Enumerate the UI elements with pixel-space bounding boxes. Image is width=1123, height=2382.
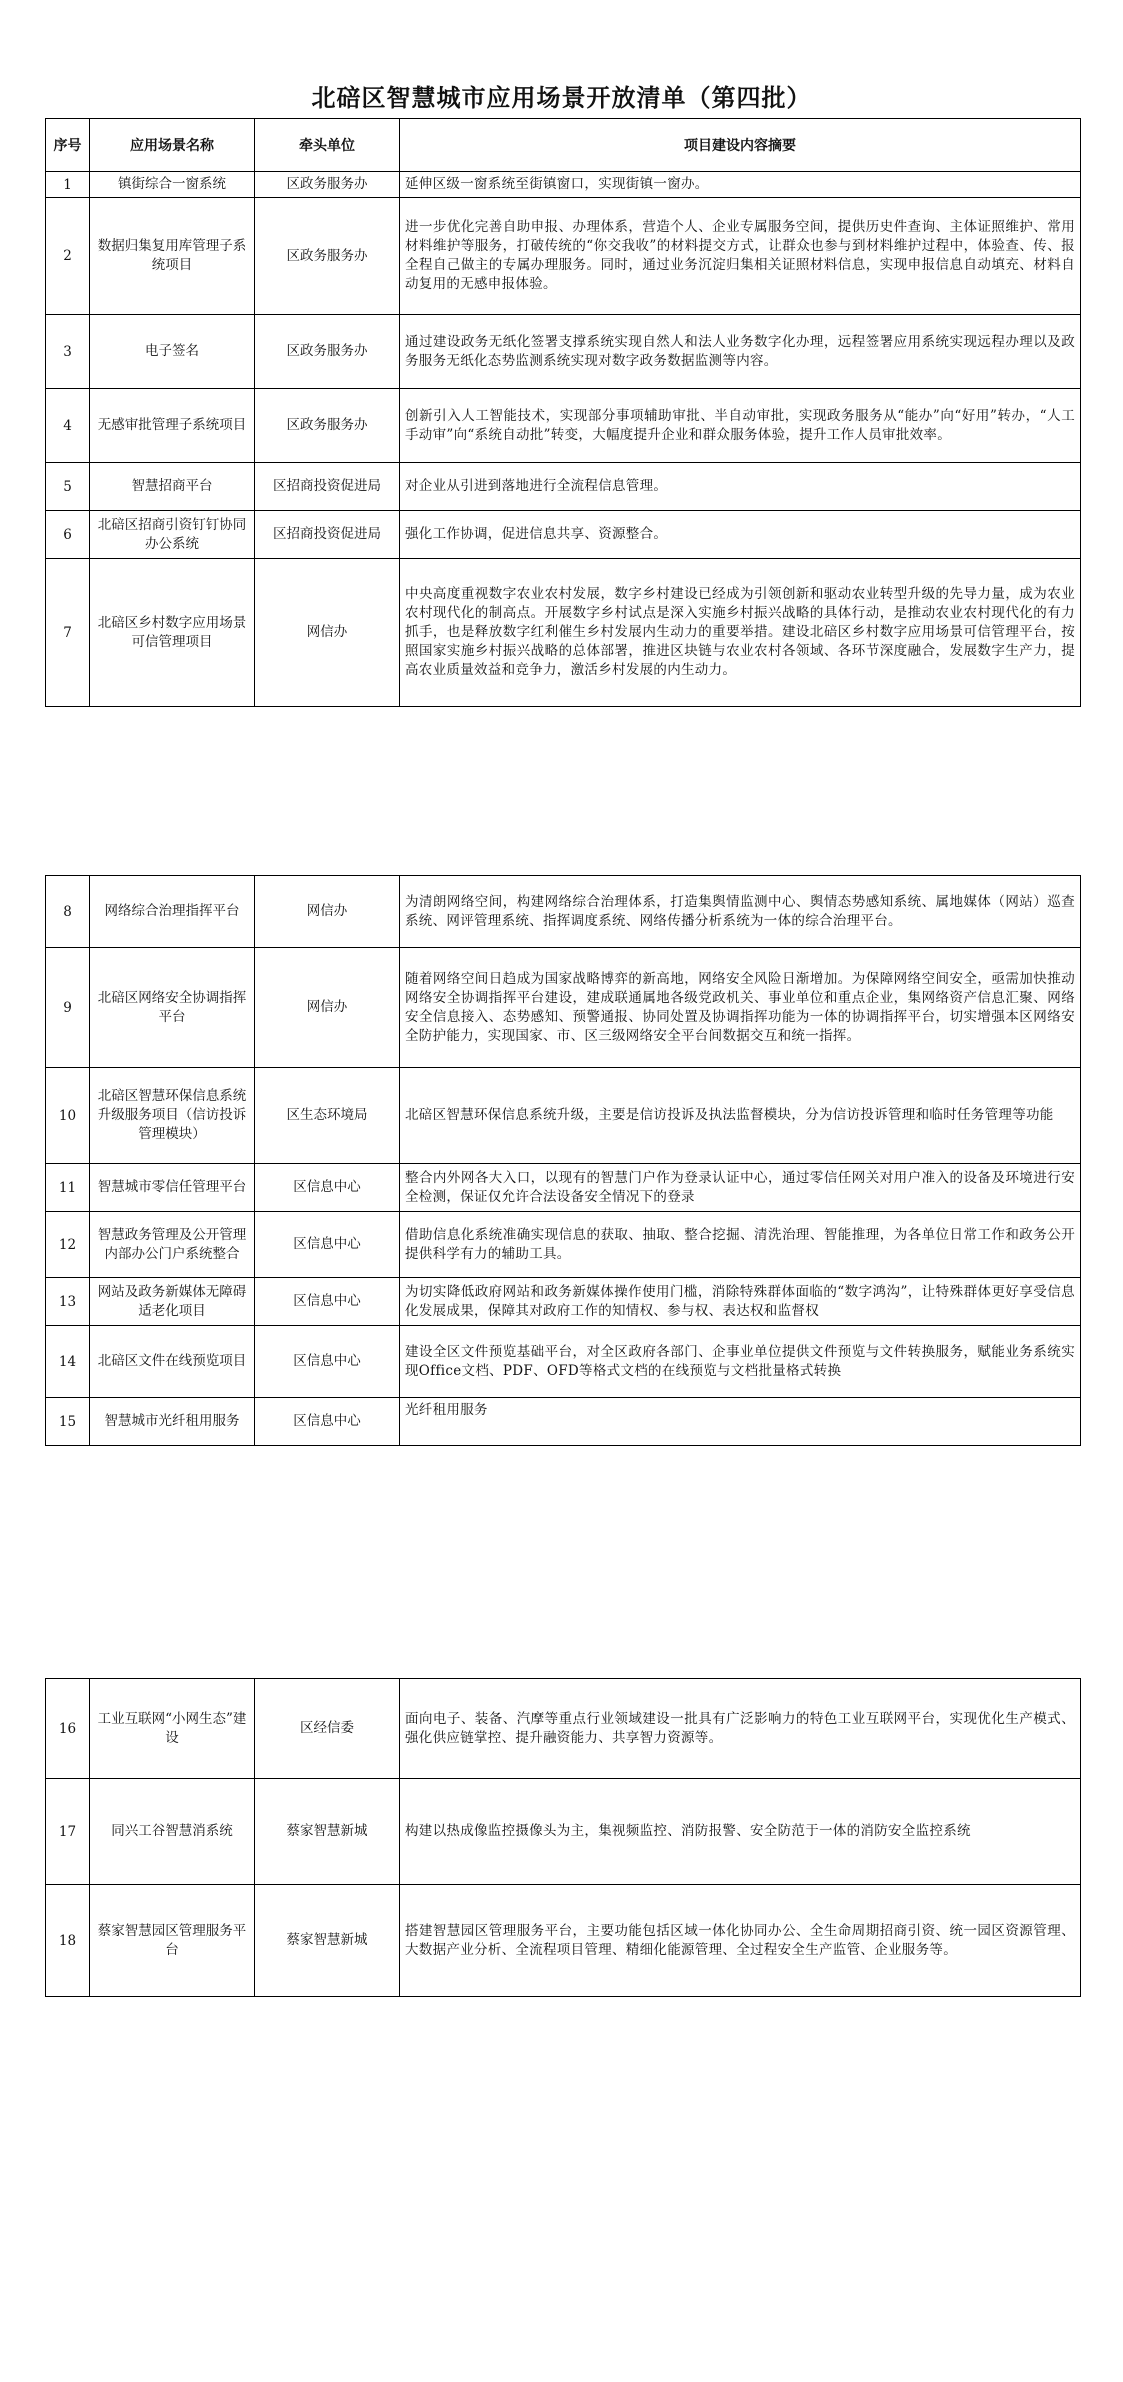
row-desc: 光纤租用服务	[400, 1398, 1081, 1446]
header-name: 应用场景名称	[90, 119, 255, 172]
row-no: 8	[46, 876, 90, 948]
row-no: 3	[46, 315, 90, 389]
row-no: 17	[46, 1779, 90, 1885]
row-desc: 强化工作协调，促进信息共享、资源整合。	[400, 511, 1081, 559]
row-name: 网站及政务新媒体无障碍适老化项目	[90, 1278, 255, 1326]
row-name: 数据归集复用库管理子系统项目	[90, 198, 255, 315]
table-row	[46, 948, 1081, 1068]
row-desc: 构建以热成像监控摄像头为主，集视频监控、消防报警、安全防范于一体的消防安全监控系统	[400, 1779, 1081, 1885]
table-header-row	[46, 119, 1081, 172]
table-row	[46, 389, 1081, 463]
row-desc: 借助信息化系统准确实现信息的获取、抽取、整合挖掘、清洗治理、智能推理，为各单位日常工作和政务公开提供科学有力的辅助工具。	[400, 1212, 1081, 1278]
row-unit: 区生态环境局	[255, 1068, 400, 1164]
row-desc: 整合内外网各大入口，以现有的智慧门户作为登录认证中心，通过零信任网关对用户准入的设备及环境进行安全检测，保证仅允许合法设备安全情况下的登录	[400, 1164, 1081, 1212]
row-unit: 网信办	[255, 948, 400, 1068]
table-row	[46, 1278, 1081, 1326]
row-unit: 蔡家智慧新城	[255, 1885, 400, 1997]
row-name: 智慧城市零信任管理平台	[90, 1164, 255, 1212]
row-desc: 建设全区文件预览基础平台，对全区政府各部门、企事业单位提供文件预览与文件转换服务，赋能业务系统实现Office文档、PDF、OFD等格式文档的在线预览与文档批量格式转换	[400, 1326, 1081, 1398]
row-no: 14	[46, 1326, 90, 1398]
row-no: 16	[46, 1679, 90, 1779]
table-row	[46, 1326, 1081, 1398]
table-row	[46, 172, 1081, 198]
row-name: 北碚区文件在线预览项目	[90, 1326, 255, 1398]
table-row	[46, 1885, 1081, 1997]
row-unit: 蔡家智慧新城	[255, 1779, 400, 1885]
table-row	[46, 1398, 1081, 1446]
row-unit: 区政务服务办	[255, 172, 400, 198]
row-unit: 网信办	[255, 876, 400, 948]
row-unit: 区经信委	[255, 1679, 400, 1779]
row-unit: 区招商投资促进局	[255, 463, 400, 511]
row-name: 工业互联网“小网生态”建设	[90, 1679, 255, 1779]
row-unit: 区信息中心	[255, 1326, 400, 1398]
header-unit: 牵头单位	[255, 119, 400, 172]
table-row	[46, 1164, 1081, 1212]
table-row	[46, 1779, 1081, 1885]
header-no: 序号	[46, 119, 90, 172]
row-unit: 区政务服务办	[255, 198, 400, 315]
row-name: 同兴工谷智慧消系统	[90, 1779, 255, 1885]
row-no: 2	[46, 198, 90, 315]
header-desc: 项目建设内容摘要	[400, 119, 1081, 172]
row-unit: 区信息中心	[255, 1278, 400, 1326]
row-desc: 北碚区智慧环保信息系统升级，主要是信访投诉及执法监督模块，分为信访投诉管理和临时任务管理等功能	[400, 1068, 1081, 1164]
row-name: 镇街综合一窗系统	[90, 172, 255, 198]
row-no: 5	[46, 463, 90, 511]
row-no: 4	[46, 389, 90, 463]
row-desc: 为切实降低政府网站和政务新媒体操作使用门槛，消除特殊群体面临的“数字鸿沟”，让特殊群体更好享受信息化发展成果，保障其对政府工作的知情权、参与权、表达权和监督权	[400, 1278, 1081, 1326]
row-desc: 延伸区级一窗系统至街镇窗口，实现街镇一窗办。	[400, 172, 1081, 198]
row-unit: 区政务服务办	[255, 389, 400, 463]
row-no: 10	[46, 1068, 90, 1164]
row-name: 网络综合治理指挥平台	[90, 876, 255, 948]
row-desc: 对企业从引进到落地进行全流程信息管理。	[400, 463, 1081, 511]
row-no: 6	[46, 511, 90, 559]
row-no: 18	[46, 1885, 90, 1997]
row-name: 北碚区招商引资钉钉协同办公系统	[90, 511, 255, 559]
row-desc: 创新引入人工智能技术，实现部分事项辅助审批、半自动审批，实现政务服务从“能办”向“好用”转办，“人工手动审”向“系统自动批”转变，大幅度提升企业和群众服务体验，提升工作人员审批效率。	[400, 389, 1081, 463]
scenario-table-part-3	[45, 1678, 1081, 1997]
table-row	[46, 876, 1081, 948]
row-name: 无感审批管理子系统项目	[90, 389, 255, 463]
row-desc: 为清朗网络空间，构建网络综合治理体系，打造集舆情监测中心、舆情态势感知系统、属地媒体（网站）巡查系统、网评管理系统、指挥调度系统、网络传播分析系统为一体的综合治理平台。	[400, 876, 1081, 948]
row-unit: 区招商投资促进局	[255, 511, 400, 559]
row-desc: 搭建智慧园区管理服务平台，主要功能包括区域一体化协同办公、全生命周期招商引资、统一园区资源管理、大数据产业分析、全流程项目管理、精细化能源管理、全过程安全生产监管、企业服务等。	[400, 1885, 1081, 1997]
table-row	[46, 198, 1081, 315]
row-no: 7	[46, 559, 90, 707]
table-row	[46, 1212, 1081, 1278]
row-name: 智慧政务管理及公开管理内部办公门户系统整合	[90, 1212, 255, 1278]
row-unit: 区信息中心	[255, 1212, 400, 1278]
row-no: 11	[46, 1164, 90, 1212]
scenario-table-part-2	[45, 875, 1081, 1446]
row-name: 电子签名	[90, 315, 255, 389]
row-no: 1	[46, 172, 90, 198]
row-desc: 随着网络空间日趋成为国家战略博弈的新高地，网络安全风险日渐增加。为保障网络空间安全，亟需加快推动网络安全协调指挥平台建设，建成联通属地各级党政机关、事业单位和重点企业，集网络资产信息汇聚、网络安全信息接入、态势感知、预警通报、协同处置及协调指挥功能为一体的协调指挥平台，切实增强本区网络安全防护能力，实现国家、市、区三级网络安全平台间数据交互和统一指挥。	[400, 948, 1081, 1068]
row-name: 智慧招商平台	[90, 463, 255, 511]
row-unit: 区信息中心	[255, 1398, 400, 1446]
row-desc: 中央高度重视数字农业农村发展，数字乡村建设已经成为引领创新和驱动农业转型升级的先导力量，成为农业农村现代化的制高点。开展数字乡村试点是深入实施乡村振兴战略的具体行动，是推动农业农村现代化的有力抓手，也是释放数字红利催生乡村发展内生动力的重要举措。建设北碚区乡村数字应用场景可信管理平台，按照国家实施乡村振兴战略的总体部署，推进区块链与农业农村各领域、各环节深度融合，发展数字生产力，提高农业质量效益和竞争力，激活乡村发展的内生动力。	[400, 559, 1081, 707]
row-unit: 区政务服务办	[255, 315, 400, 389]
row-name: 北碚区智慧环保信息系统升级服务项目（信访投诉管理模块）	[90, 1068, 255, 1164]
row-no: 15	[46, 1398, 90, 1446]
row-desc: 进一步优化完善自助申报、办理体系，营造个人、企业专属服务空间，提供历史件查询、主体证照维护、常用材料维护等服务，打破传统的“你交我收”的材料提交方式，让群众也参与到材料维护过程中，体验查、传、报全程自己做主的专属办理服务。同时，通过业务沉淀归集相关证照材料信息，实现申报信息自动填充、材料自动复用的无感申报体验。	[400, 198, 1081, 315]
row-name: 智慧城市光纤租用服务	[90, 1398, 255, 1446]
table-row	[46, 463, 1081, 511]
row-desc: 面向电子、装备、汽摩等重点行业领域建设一批具有广泛影响力的特色工业互联网平台，实现优化生产模式、强化供应链掌控、提升融资能力、共享智力资源等。	[400, 1679, 1081, 1779]
row-unit: 区信息中心	[255, 1164, 400, 1212]
row-no: 9	[46, 948, 90, 1068]
row-unit: 网信办	[255, 559, 400, 707]
table-row	[46, 559, 1081, 707]
row-desc: 通过建设政务无纸化签署支撑系统实现自然人和法人业务数字化办理，远程签署应用系统实现远程办理以及政务服务无纸化态势监测系统实现对数字政务数据监测等内容。	[400, 315, 1081, 389]
scenario-table-part-1	[45, 118, 1081, 707]
row-name: 蔡家智慧园区管理服务平台	[90, 1885, 255, 1997]
table-row	[46, 1679, 1081, 1779]
row-no: 12	[46, 1212, 90, 1278]
row-name: 北碚区乡村数字应用场景可信管理项目	[90, 559, 255, 707]
table-row	[46, 511, 1081, 559]
page-title: 北碚区智慧城市应用场景开放清单（第四批）	[311, 84, 812, 112]
row-name: 北碚区网络安全协调指挥平台	[90, 948, 255, 1068]
row-no: 13	[46, 1278, 90, 1326]
table-row	[46, 1068, 1081, 1164]
table-row	[46, 315, 1081, 389]
